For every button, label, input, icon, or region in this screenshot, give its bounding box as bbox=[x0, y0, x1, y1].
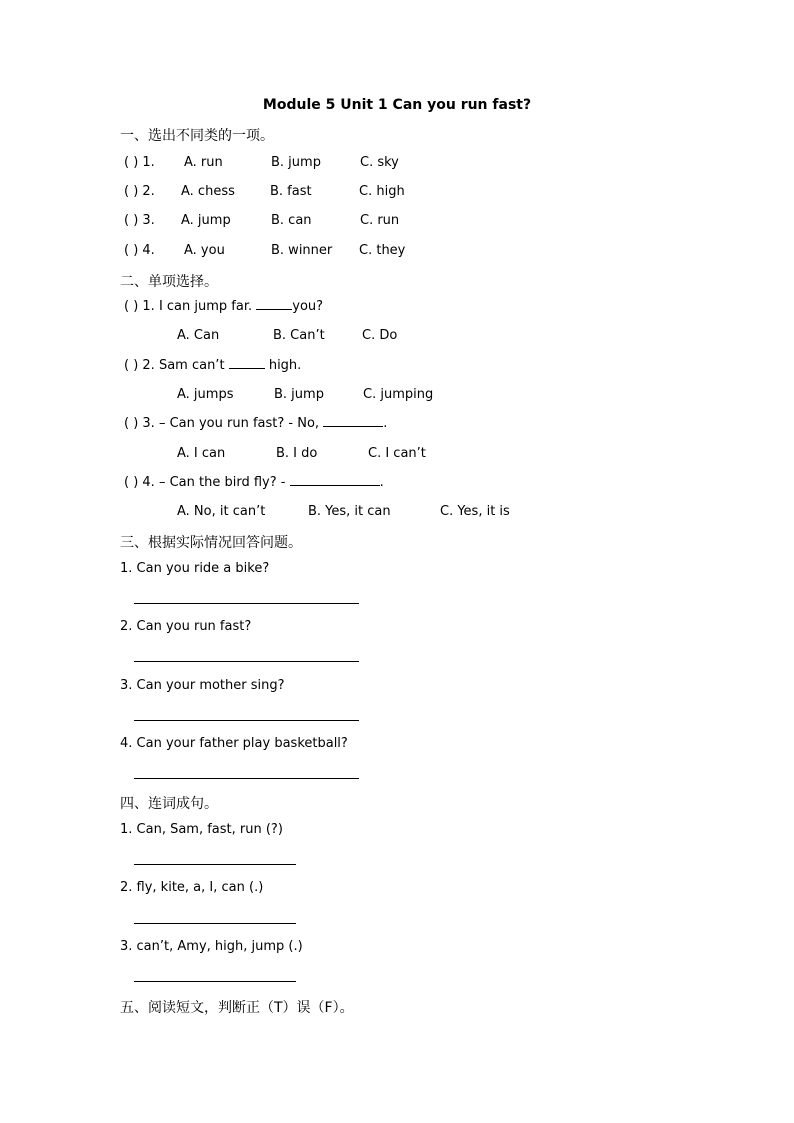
option-a: A. you bbox=[184, 243, 225, 258]
sentence-prompt: 3. can’t, Amy, high, jump (.) bbox=[120, 939, 303, 954]
answer-line bbox=[134, 720, 359, 721]
answer-blank bbox=[256, 308, 292, 310]
answer-line bbox=[134, 923, 296, 924]
question-text bbox=[124, 475, 384, 490]
answer-blank bbox=[323, 425, 383, 427]
section-5-heading: 五、阅读短文，判断正（T）误（F）。 bbox=[120, 1000, 354, 1016]
option-a: A. I can bbox=[177, 446, 226, 461]
option-c: C. they bbox=[359, 243, 406, 258]
sentence-prompt: 1. Can, Sam, fast, run (?) bbox=[120, 822, 283, 837]
answer-line bbox=[134, 981, 296, 982]
option-c: C. I can’t bbox=[368, 446, 426, 461]
option-b: B. winner bbox=[271, 243, 333, 258]
option-a: A. chess bbox=[181, 184, 235, 199]
answer-line bbox=[134, 603, 359, 604]
question-text bbox=[124, 358, 301, 373]
question-tail: you? bbox=[292, 299, 324, 314]
answer-blank bbox=[290, 484, 380, 486]
option-b: B. jump bbox=[274, 387, 324, 402]
option-b: B. jump bbox=[271, 155, 321, 170]
option-c: C. run bbox=[360, 213, 400, 228]
question-text bbox=[124, 299, 323, 314]
option-c: C. Do bbox=[362, 328, 398, 343]
question-stem: ( ) 3. – Can you run fast? - No, bbox=[124, 416, 320, 431]
sentence-prompt: 2. fly, kite, a, I, can (.) bbox=[120, 880, 264, 895]
option-a: A. No, it can’t bbox=[177, 504, 266, 519]
option-a: A. run bbox=[184, 155, 223, 170]
answer-blank bbox=[229, 367, 265, 369]
question-number: ( ) 1. bbox=[124, 155, 155, 170]
answer-line bbox=[134, 661, 359, 662]
section-4-heading: 四、连词成句。 bbox=[120, 796, 218, 812]
answer-question: 4. Can your father play basketball? bbox=[120, 736, 348, 751]
answer-question: 3. Can your mother sing? bbox=[120, 678, 285, 693]
answer-question: 2. Can you run fast? bbox=[120, 619, 252, 634]
option-b: B. fast bbox=[270, 184, 312, 199]
section-3-heading: 三、根据实际情况回答问题。 bbox=[120, 535, 302, 551]
answer-line bbox=[134, 778, 359, 779]
option-c: C. jumping bbox=[363, 387, 434, 402]
question-number: ( ) 2. bbox=[124, 184, 155, 199]
question-tail: . bbox=[379, 475, 384, 490]
option-c: C. Yes, it is bbox=[440, 504, 510, 519]
question-number: ( ) 3. bbox=[124, 213, 155, 228]
question-stem: ( ) 2. Sam can’t bbox=[124, 358, 225, 373]
option-a: A. jumps bbox=[177, 387, 234, 402]
option-c: C. high bbox=[359, 184, 405, 199]
question-stem: ( ) 1. I can jump far. bbox=[124, 299, 253, 314]
section-1-heading: 一、选出不同类的一项。 bbox=[120, 128, 274, 144]
question-stem: ( ) 4. – Can the bird fly? - bbox=[124, 475, 286, 490]
question-number: ( ) 4. bbox=[124, 243, 155, 258]
option-b: B. Yes, it can bbox=[308, 504, 391, 519]
answer-question: 1. Can you ride a bike? bbox=[120, 561, 270, 576]
option-a: A. Can bbox=[177, 328, 220, 343]
option-b: B. I do bbox=[276, 446, 318, 461]
answer-line bbox=[134, 864, 296, 865]
option-a: A. jump bbox=[181, 213, 231, 228]
option-c: C. sky bbox=[360, 155, 399, 170]
section-2-heading: 二、单项选择。 bbox=[120, 274, 218, 290]
question-tail: . bbox=[383, 416, 388, 431]
page-title: Module 5 Unit 1 Can you run fast? bbox=[262, 97, 532, 113]
question-text bbox=[124, 416, 387, 431]
option-b: B. Can’t bbox=[273, 328, 325, 343]
option-b: B. can bbox=[271, 213, 312, 228]
question-tail: high. bbox=[268, 358, 302, 373]
